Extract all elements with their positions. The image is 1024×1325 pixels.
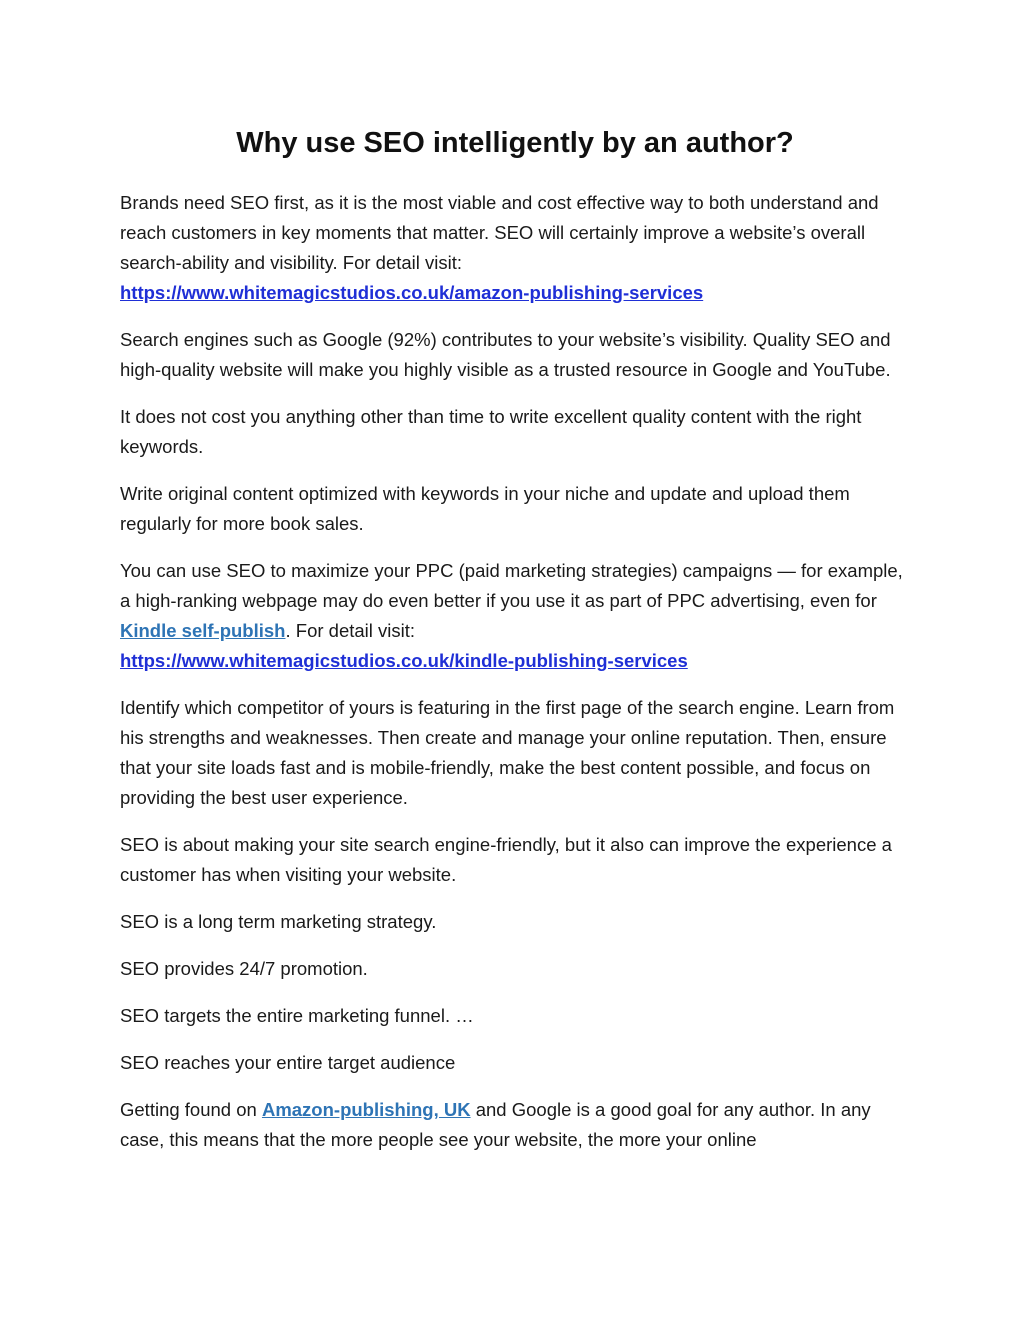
paragraph-text: Getting found on	[120, 1099, 262, 1120]
kindle-publishing-services-link[interactable]: https://www.whitemagicstudios.co.uk/kindle-publishing-services	[120, 650, 688, 671]
paragraph-text: You can use SEO to maximize your PPC (paid marketing strategies) campaigns — for example, a high-ranking webpage may do even better if you use it as part of PPC advertising, even for	[120, 560, 903, 611]
paragraph-ppc	[120, 556, 910, 676]
paragraph-text: and Google is a good goal for any author. In any case, this means that the more people see your website, the more your online	[120, 1099, 871, 1150]
paragraph-brands-need-seo	[120, 188, 910, 308]
document-body	[120, 188, 910, 1155]
paragraph-text: . For detail visit:	[285, 620, 416, 641]
paragraph-funnel: SEO targets the entire marketing funnel. …	[120, 1005, 474, 1026]
paragraph-original-content: Write original content optimized with keywords in your niche and update and upload them regularly for more book sales.	[120, 483, 850, 534]
paragraph-long-term: SEO is a long term marketing strategy.	[120, 911, 437, 932]
amazon-publishing-uk-link[interactable]: Amazon-publishing, UK	[261, 1099, 471, 1120]
paragraph-24-7: SEO provides 24/7 promotion.	[120, 958, 368, 979]
paragraph-audience: SEO reaches your entire target audience	[120, 1052, 456, 1073]
document-page	[120, 0, 910, 1172]
kindle-self-publish-link[interactable]: Kindle self-publish	[120, 620, 286, 641]
amazon-publishing-services-link[interactable]: https://www.whitemagicstudios.co.uk/amazon-publishing-services	[120, 282, 704, 303]
paragraph-getting-found	[120, 1095, 910, 1155]
paragraph-text: Brands need SEO first, as it is the most viable and cost effective way to both understand and reach customers in key moments that matter. SEO will certainly improve a website’s overall search-ability and visibility. For detail visit:	[120, 192, 879, 273]
page-title: Why use SEO intelligently by an author?	[236, 127, 794, 159]
paragraph-search-engines: Search engines such as Google (92%) contributes to your website’s visibility. Quality SEO and high-quality website will make you highly visible as a trusted resource in Google and YouTube.	[120, 329, 891, 380]
paragraph-competitor: Identify which competitor of yours is featuring in the first page of the search engine. Learn from his strengths and weaknesses. Then create and manage your online reputation. Then, ensure that your site loads fast and is mobile-friendly, make the best content possible, and focus on providing the best user experience.	[120, 697, 895, 808]
paragraph-search-engine-friendly: SEO is about making your site search engine-friendly, but it also can improve the experience a customer has when visiting your website.	[120, 834, 892, 885]
paragraph-no-cost: It does not cost you anything other than time to write excellent quality content with the right keywords.	[120, 406, 862, 457]
